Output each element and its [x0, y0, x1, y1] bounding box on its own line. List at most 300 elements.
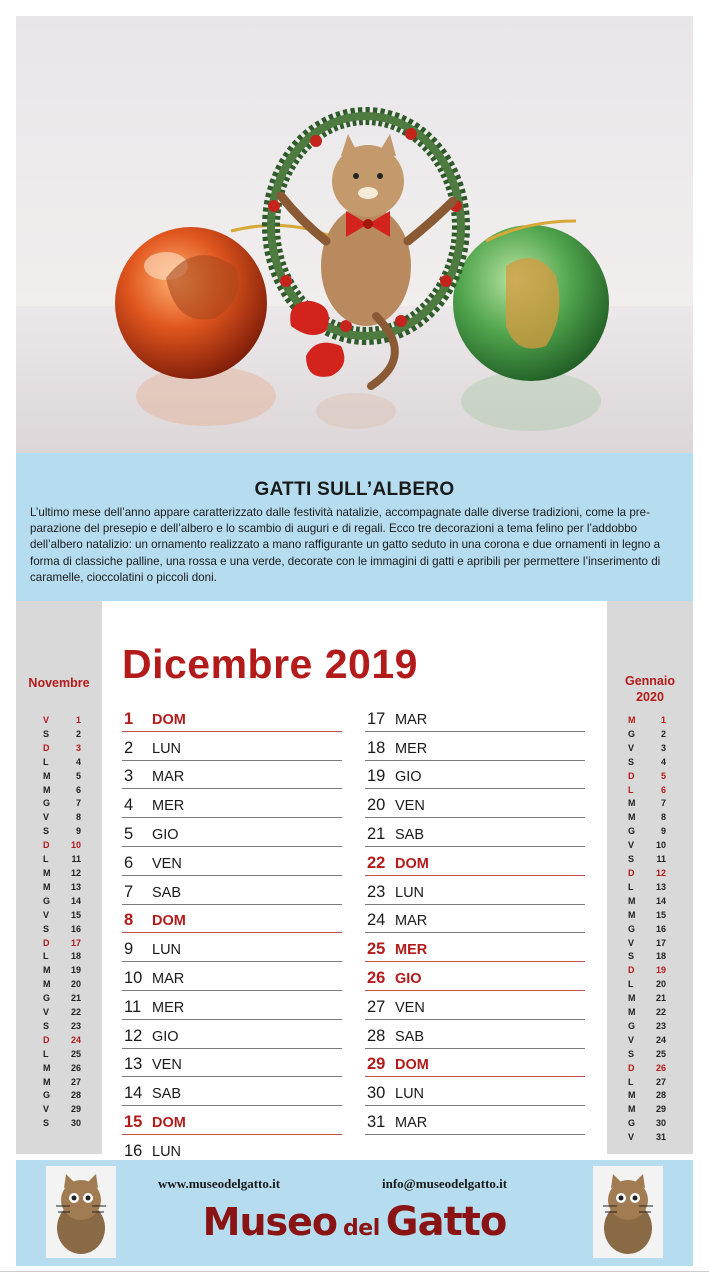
mini-day-letter: M: [43, 1076, 51, 1087]
mini-day-number: 24: [70, 1034, 81, 1045]
mini-day-letter: S: [43, 1118, 50, 1129]
day-name: VEN: [152, 855, 182, 872]
mini-day-letter: D: [43, 1034, 50, 1045]
mini-day-letter: D: [628, 965, 635, 976]
day-name: GIO: [152, 826, 179, 843]
mini-day-row: [43, 1034, 81, 1048]
mini-day-number: 23: [655, 1020, 666, 1031]
mini-day-row: [628, 770, 666, 784]
mini-day-row: [628, 728, 666, 742]
mini-day-number: 25: [70, 1048, 81, 1059]
day-name: LUN: [395, 1086, 425, 1103]
mini-day-row: [628, 1131, 666, 1145]
mini-day-number: 28: [655, 1090, 666, 1101]
mini-day-number: 13: [655, 881, 666, 892]
mini-day-number: 14: [70, 895, 81, 906]
day-row: [365, 905, 585, 934]
day-name: DOM: [152, 1114, 186, 1131]
mini-day-row: [628, 1117, 666, 1131]
mini-day-letter: D: [43, 937, 50, 948]
day-name: GIO: [152, 1028, 179, 1045]
mini-day-number: 12: [70, 867, 81, 878]
prev-month-panel: [16, 601, 102, 1154]
mini-day-row: [43, 853, 81, 867]
next-month-days: [628, 714, 666, 1145]
mini-day-row: [43, 756, 81, 770]
mini-day-letter: G: [628, 1020, 636, 1031]
mini-day-number: 13: [70, 881, 81, 892]
mini-day-letter: S: [628, 854, 635, 865]
mini-day-letter: G: [628, 1118, 636, 1129]
website-link[interactable]: www.museodelgatto.it: [158, 1176, 281, 1191]
mini-day-number: 1: [75, 715, 81, 725]
day-row: [122, 1077, 342, 1106]
mini-day-row: [628, 978, 666, 992]
mini-day-number: 4: [660, 756, 666, 767]
mini-day-letter: D: [628, 1062, 635, 1073]
month-title: Dicembre 2019: [122, 641, 418, 687]
day-name: LUN: [152, 740, 182, 757]
day-name: DOM: [152, 711, 186, 728]
mini-day-number: 18: [655, 951, 666, 962]
logo-word-gatto: Gatto: [385, 1199, 507, 1245]
mini-day-letter: M: [43, 770, 51, 781]
day-row: [122, 703, 342, 732]
description-line: dell’albero natalizio: un ornamento realizzato a mano raffigurante un gatto seduto in una corona e due ornamenti in legno a: [30, 538, 661, 552]
day-name: SAB: [152, 884, 182, 901]
mini-day-letter: L: [628, 784, 634, 795]
day-number: 5: [124, 824, 134, 843]
description-panel: [16, 453, 693, 601]
day-name: MAR: [395, 1114, 428, 1131]
day-row: [122, 1049, 342, 1078]
mini-day-letter: M: [628, 1007, 636, 1018]
mini-day-row: [43, 742, 81, 756]
mini-day-letter: M: [628, 909, 636, 920]
mini-day-number: 8: [660, 812, 666, 823]
mini-day-row: [43, 839, 81, 853]
mini-day-row: [43, 1089, 81, 1103]
mini-day-number: 11: [71, 854, 81, 865]
mini-day-row: [43, 1006, 81, 1020]
day-name: GIO: [395, 769, 422, 786]
mini-day-row: [628, 1020, 666, 1034]
day-row: [122, 789, 342, 818]
mini-day-row: [43, 895, 81, 909]
mini-day-letter: D: [43, 742, 50, 753]
mini-day-number: 10: [70, 840, 81, 851]
mini-day-row: [628, 923, 666, 937]
mini-day-row: [43, 825, 81, 839]
mini-day-number: 29: [70, 1104, 81, 1115]
mini-day-number: 18: [70, 951, 81, 962]
mini-day-row: [628, 964, 666, 978]
mini-day-number: 26: [655, 1062, 666, 1073]
mini-day-number: 14: [655, 895, 666, 906]
mini-day-row: [628, 1062, 666, 1076]
mini-day-letter: S: [43, 728, 50, 739]
mini-day-number: 6: [660, 784, 666, 795]
day-row: [122, 818, 342, 847]
mini-day-number: 8: [75, 812, 81, 823]
mini-day-letter: M: [43, 1062, 51, 1073]
mini-day-number: 19: [70, 965, 81, 976]
mini-day-letter: M: [43, 979, 51, 990]
mini-day-row: [628, 950, 666, 964]
mini-day-row: [43, 978, 81, 992]
mini-day-number: 7: [75, 798, 81, 809]
day-row: [122, 1106, 342, 1135]
mini-day-row: [628, 909, 666, 923]
day-number: 24: [367, 911, 386, 930]
mini-day-letter: V: [43, 1007, 50, 1018]
description-title: GATTI SULL’ALBERO: [254, 479, 455, 500]
day-row: [365, 962, 585, 991]
day-name: MER: [152, 798, 185, 815]
mini-day-number: 20: [655, 979, 666, 990]
day-row: [365, 761, 585, 790]
mini-day-number: 30: [655, 1118, 666, 1129]
days-column-1: [122, 703, 342, 1164]
day-name: VEN: [395, 999, 425, 1016]
logo-word-del: del: [343, 1216, 380, 1241]
mini-day-row: [628, 1048, 666, 1062]
day-row: [365, 789, 585, 818]
description-line: caramelle, cioccolatini o piccoli doni.: [30, 570, 217, 584]
mini-day-number: 20: [70, 979, 81, 990]
mini-day-letter: G: [43, 1090, 51, 1101]
email-link[interactable]: info@museodelgatto.it: [382, 1176, 508, 1191]
mini-day-row: [43, 770, 81, 784]
description-text: [30, 505, 679, 586]
mini-day-number: 27: [655, 1076, 666, 1087]
next-month-year: 2020: [636, 690, 664, 704]
mini-day-letter: V: [628, 840, 635, 851]
mini-day-number: 2: [75, 728, 81, 739]
mini-day-letter: M: [43, 867, 51, 878]
mini-day-row: [43, 784, 81, 798]
mini-day-letter: V: [628, 1034, 635, 1045]
prev-month-title: Novembre: [28, 676, 90, 690]
mini-day-row: [43, 867, 81, 881]
mini-day-row: [43, 811, 81, 825]
day-number: 19: [367, 767, 386, 786]
mini-day-letter: G: [628, 826, 636, 837]
day-name: LUN: [152, 1143, 182, 1160]
mini-day-number: 1: [660, 715, 666, 725]
mini-day-row: [628, 839, 666, 853]
day-row: [122, 732, 342, 761]
mini-day-number: 11: [656, 854, 666, 865]
mini-day-letter: M: [43, 881, 51, 892]
day-number: 30: [367, 1084, 386, 1103]
mini-day-letter: M: [628, 1104, 636, 1115]
day-row: [365, 991, 585, 1020]
mini-day-letter: V: [43, 812, 50, 823]
day-number: 21: [367, 824, 386, 843]
day-row: [122, 933, 342, 962]
mini-day-row: [43, 1117, 81, 1131]
day-name: VEN: [152, 1057, 182, 1074]
mini-day-letter: S: [628, 756, 635, 767]
mini-day-letter: L: [628, 979, 634, 990]
mini-day-letter: D: [628, 770, 635, 781]
mini-day-row: [628, 1034, 666, 1048]
description-line: parazione del presepio e dell’albero e lo scambio di auguri e di regali. Ecco tre decorazioni a tema felino per l’addobbo: [30, 522, 638, 536]
day-row: [365, 847, 585, 876]
prev-month-days: [43, 714, 81, 1131]
mini-day-row: [43, 714, 81, 728]
day-row: [122, 962, 342, 991]
mini-day-number: 19: [655, 965, 666, 976]
mini-day-row: [628, 1076, 666, 1090]
day-number: 13: [124, 1055, 143, 1074]
mini-day-number: 3: [660, 742, 666, 753]
cover-photo: [16, 16, 693, 453]
day-number: 15: [124, 1112, 143, 1131]
day-number: 23: [367, 882, 386, 901]
mini-day-number: 4: [75, 756, 81, 767]
mini-day-number: 24: [655, 1034, 666, 1045]
mini-day-letter: V: [43, 1104, 50, 1115]
mini-day-row: [43, 923, 81, 937]
day-number: 2: [124, 738, 134, 757]
day-row: [365, 818, 585, 847]
mini-day-row: [628, 1006, 666, 1020]
day-row: [122, 876, 342, 905]
day-name: LUN: [152, 942, 182, 959]
day-name: MER: [395, 942, 428, 959]
footer: [16, 1160, 693, 1266]
mini-day-number: 6: [75, 784, 81, 795]
day-name: MAR: [152, 970, 185, 987]
day-name: MAR: [395, 913, 428, 930]
mini-day-number: 21: [70, 993, 81, 1004]
day-name: DOM: [152, 913, 186, 930]
mini-day-letter: S: [628, 951, 635, 962]
day-name: LUN: [395, 884, 425, 901]
mini-day-number: 9: [660, 826, 666, 837]
day-row: [365, 1106, 585, 1135]
mini-day-letter: S: [43, 826, 50, 837]
mini-day-letter: M: [628, 1090, 636, 1101]
mini-day-number: 12: [655, 867, 666, 878]
mini-day-row: [43, 1020, 81, 1034]
day-number: 4: [124, 796, 134, 815]
day-name: DOM: [395, 855, 429, 872]
mini-day-number: 30: [70, 1118, 81, 1129]
day-number: 18: [367, 738, 386, 757]
mini-day-row: [628, 742, 666, 756]
day-number: 12: [124, 1026, 143, 1045]
day-row: [365, 876, 585, 905]
mini-day-row: [43, 1076, 81, 1090]
mini-day-letter: L: [43, 951, 49, 962]
day-number: 3: [124, 767, 134, 786]
mini-day-letter: V: [628, 937, 635, 948]
cat-ornament-illustration: [16, 16, 693, 453]
mini-day-number: 10: [655, 840, 666, 851]
mini-day-letter: M: [43, 965, 51, 976]
day-number: 29: [367, 1055, 386, 1074]
mini-day-number: 5: [75, 770, 81, 781]
day-name: MER: [395, 740, 428, 757]
mini-day-number: 7: [660, 798, 666, 809]
mini-day-row: [628, 1103, 666, 1117]
mini-day-row: [628, 895, 666, 909]
mini-day-letter: M: [43, 784, 51, 795]
mini-day-letter: D: [628, 867, 635, 878]
day-row: [122, 761, 342, 790]
mini-day-letter: V: [628, 742, 635, 753]
mini-day-row: [628, 756, 666, 770]
mini-day-row: [43, 992, 81, 1006]
mini-day-number: 5: [660, 770, 666, 781]
day-number: 14: [124, 1084, 143, 1103]
day-number: 7: [124, 882, 134, 901]
mini-day-number: 22: [655, 1007, 666, 1018]
day-name: DOM: [395, 1057, 429, 1074]
mini-day-row: [628, 992, 666, 1006]
mini-day-number: 25: [655, 1048, 666, 1059]
day-number: 17: [367, 709, 386, 728]
day-number: 1: [124, 709, 134, 728]
day-number: 8: [124, 911, 134, 930]
mini-day-letter: M: [628, 993, 636, 1004]
day-name: MER: [152, 999, 185, 1016]
mini-day-letter: M: [628, 812, 636, 823]
mini-day-row: [628, 867, 666, 881]
day-name: MAR: [152, 769, 185, 786]
description-line: L’ultimo mese dell’anno appare caratterizzato dalle festività natalizie, accompagnate dalle diverse tradizioni, come la pre-: [30, 506, 650, 519]
mini-day-row: [43, 909, 81, 923]
trim-line: [0, 1271, 709, 1272]
day-name: VEN: [395, 798, 425, 815]
day-row: [122, 991, 342, 1020]
day-number: 6: [124, 853, 134, 872]
mini-day-number: 16: [655, 923, 666, 934]
mini-day-row: [43, 1062, 81, 1076]
mini-day-letter: L: [628, 1076, 634, 1087]
mini-day-letter: S: [43, 923, 50, 934]
mini-day-letter: S: [43, 1020, 50, 1031]
mini-day-row: [628, 811, 666, 825]
day-name: GIO: [395, 970, 422, 987]
mini-day-letter: L: [628, 881, 634, 892]
mini-day-number: 9: [75, 826, 81, 837]
mini-day-letter: G: [43, 895, 51, 906]
mini-day-row: [628, 714, 666, 728]
mini-day-number: 15: [70, 909, 81, 920]
mini-day-row: [628, 797, 666, 811]
day-row: [365, 703, 585, 732]
mini-day-letter: G: [628, 728, 636, 739]
day-number: 20: [367, 796, 386, 815]
mini-day-number: 16: [70, 923, 81, 934]
mini-day-letter: M: [628, 798, 636, 809]
day-number: 9: [124, 940, 134, 959]
mini-day-row: [628, 784, 666, 798]
day-row: [122, 1020, 342, 1049]
mini-day-number: 3: [75, 742, 81, 753]
day-number: 22: [367, 853, 386, 872]
mini-day-number: 17: [655, 937, 666, 948]
mini-day-letter: S: [628, 1048, 635, 1059]
mini-day-letter: M: [628, 895, 636, 906]
day-row: [365, 732, 585, 761]
day-name: SAB: [152, 1086, 182, 1103]
mini-day-row: [43, 1048, 81, 1062]
next-month-title: Gennaio: [624, 674, 675, 688]
day-number: 11: [124, 997, 142, 1016]
mini-day-number: 31: [655, 1132, 666, 1143]
day-name: SAB: [395, 826, 425, 843]
day-number: 16: [124, 1141, 143, 1160]
day-row: [365, 1049, 585, 1078]
mini-day-letter: D: [43, 840, 50, 851]
day-row: [122, 905, 342, 934]
mini-day-letter: L: [43, 756, 49, 767]
day-number: 26: [367, 968, 386, 987]
logo-word-museo: Museo: [202, 1200, 338, 1244]
day-row: [365, 1077, 585, 1106]
mini-day-number: 26: [70, 1062, 81, 1073]
mini-day-number: 29: [655, 1104, 666, 1115]
mini-day-number: 27: [70, 1076, 81, 1087]
mini-day-number: 28: [70, 1090, 81, 1101]
day-number: 27: [367, 997, 386, 1016]
mini-day-letter: G: [628, 923, 636, 934]
mini-day-row: [43, 728, 81, 742]
day-number: 28: [367, 1026, 386, 1045]
mini-day-row: [43, 1103, 81, 1117]
mini-day-letter: V: [43, 715, 50, 725]
mini-day-row: [43, 881, 81, 895]
mini-day-number: 15: [655, 909, 666, 920]
mini-day-letter: G: [43, 993, 51, 1004]
mini-day-row: [628, 937, 666, 951]
description-line: forma di classiche palline, una rossa e una verde, decorate con le immagini di gatti e apribili per permettere l’inserimento di: [30, 554, 661, 568]
mini-day-number: 17: [70, 937, 81, 948]
day-row: [365, 1020, 585, 1049]
mini-day-row: [628, 825, 666, 839]
mini-day-row: [43, 937, 81, 951]
day-row: [122, 847, 342, 876]
days-column-2: [365, 703, 585, 1164]
mini-day-letter: V: [43, 909, 50, 920]
day-name: SAB: [395, 1028, 425, 1045]
mini-day-row: [43, 950, 81, 964]
day-number: 25: [367, 940, 386, 959]
mini-day-letter: L: [43, 1048, 49, 1059]
mini-day-number: 23: [70, 1020, 81, 1031]
next-month-panel: [607, 601, 693, 1154]
day-name: MAR: [395, 711, 428, 728]
mini-day-letter: L: [43, 854, 49, 865]
mini-day-row: [43, 964, 81, 978]
mini-day-row: [628, 1089, 666, 1103]
day-number: 31: [367, 1112, 386, 1131]
mini-day-letter: G: [43, 798, 51, 809]
mini-day-row: [43, 797, 81, 811]
mini-day-row: [628, 853, 666, 867]
mini-day-row: [628, 881, 666, 895]
mini-day-number: 2: [660, 728, 666, 739]
day-row: [365, 933, 585, 962]
mini-day-letter: V: [628, 1132, 635, 1143]
mini-day-number: 21: [655, 993, 666, 1004]
day-number: 10: [124, 968, 143, 987]
